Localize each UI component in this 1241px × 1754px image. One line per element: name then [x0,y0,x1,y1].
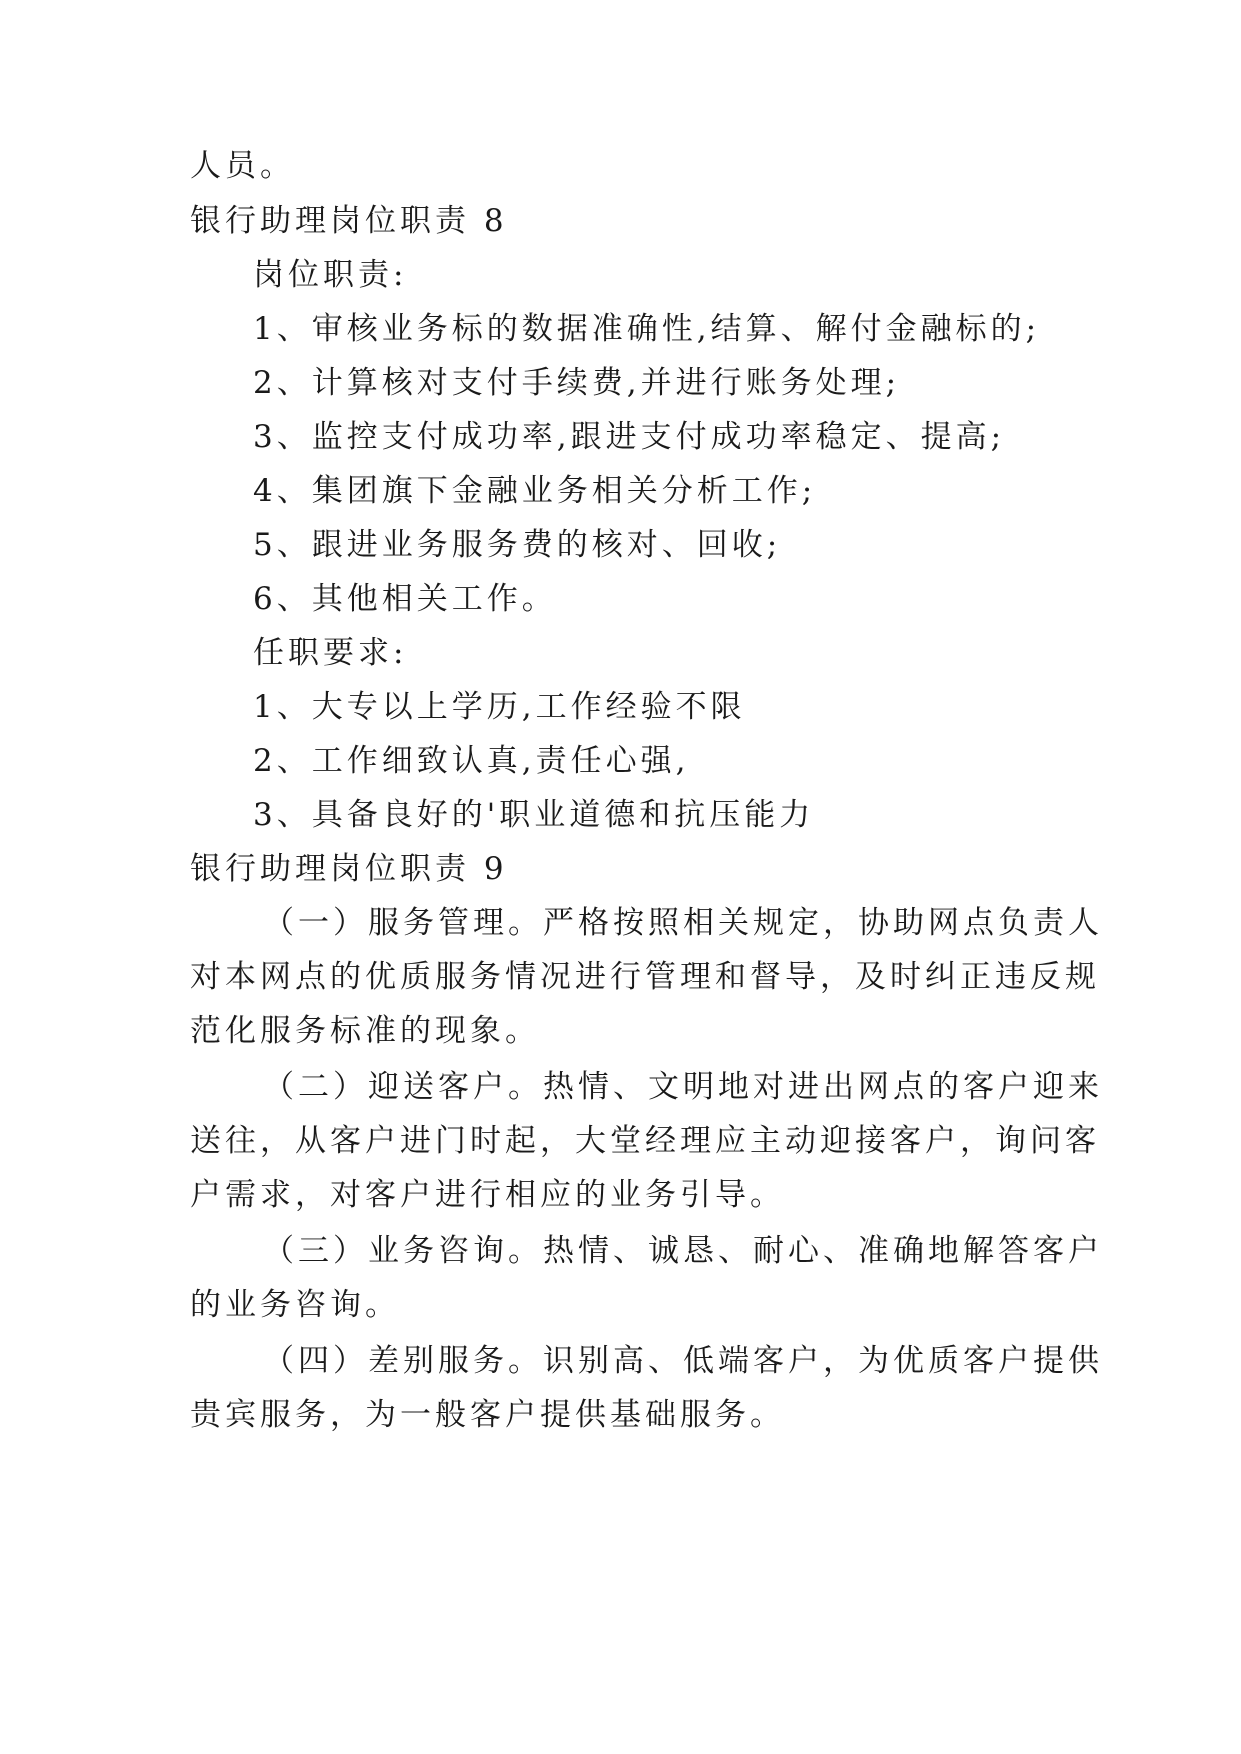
requirement-item: 2、工作细致认真,责任心强, [253,743,690,779]
requirements-title: 任职要求: [253,635,408,671]
top-fragment: 人员。 [190,148,295,184]
paragraph-line: 户需求，对客户进行相应的业务引导。 [190,1177,785,1213]
duty-item: 5、跟进业务服务费的核对、回收; [253,527,782,563]
duty-item: 6、其他相关工作。 [253,581,557,617]
paragraph-line: （一）服务管理。严格按照相关规定，协助网点负责人 [263,905,1103,941]
duty-item: 2、计算核对支付手续费,并进行账务处理; [253,365,901,401]
requirement-item: 3、具备良好的'职业道德和抗压能力 [253,797,815,833]
paragraph-line: （四）差别服务。识别高、低端客户，为优质客户提供 [263,1343,1103,1379]
requirement-item: 1、大专以上学历,工作经验不限 [253,689,746,725]
paragraph-line: （三）业务咨询。热情、诚恳、耐心、准确地解答客户 [263,1233,1103,1269]
duty-item: 4、集团旗下金融业务相关分析工作; [253,473,817,509]
duties-title: 岗位职责: [253,257,408,293]
paragraph-line: 送往，从客户进门时起，大堂经理应主动迎接客户，询问客 [190,1123,1100,1159]
paragraph-line: （二）迎送客户。热情、文明地对进出网点的客户迎来 [263,1069,1103,1105]
duty-item: 1、审核业务标的数据准确性,结算、解付金融标的; [253,311,1041,347]
paragraph-line: 范化服务标准的现象。 [190,1013,540,1049]
section-9-heading: 银行助理岗位职责 9 [190,851,508,887]
paragraph-line: 贵宾服务，为一般客户提供基础服务。 [190,1397,785,1433]
paragraph-line: 的业务咨询。 [190,1287,400,1323]
section-8-heading: 银行助理岗位职责 8 [190,203,508,239]
paragraph-line: 对本网点的优质服务情况进行管理和督导，及时纠正违反规 [190,959,1100,995]
duty-item: 3、监控支付成功率,跟进支付成功率稳定、提高; [253,419,1006,455]
